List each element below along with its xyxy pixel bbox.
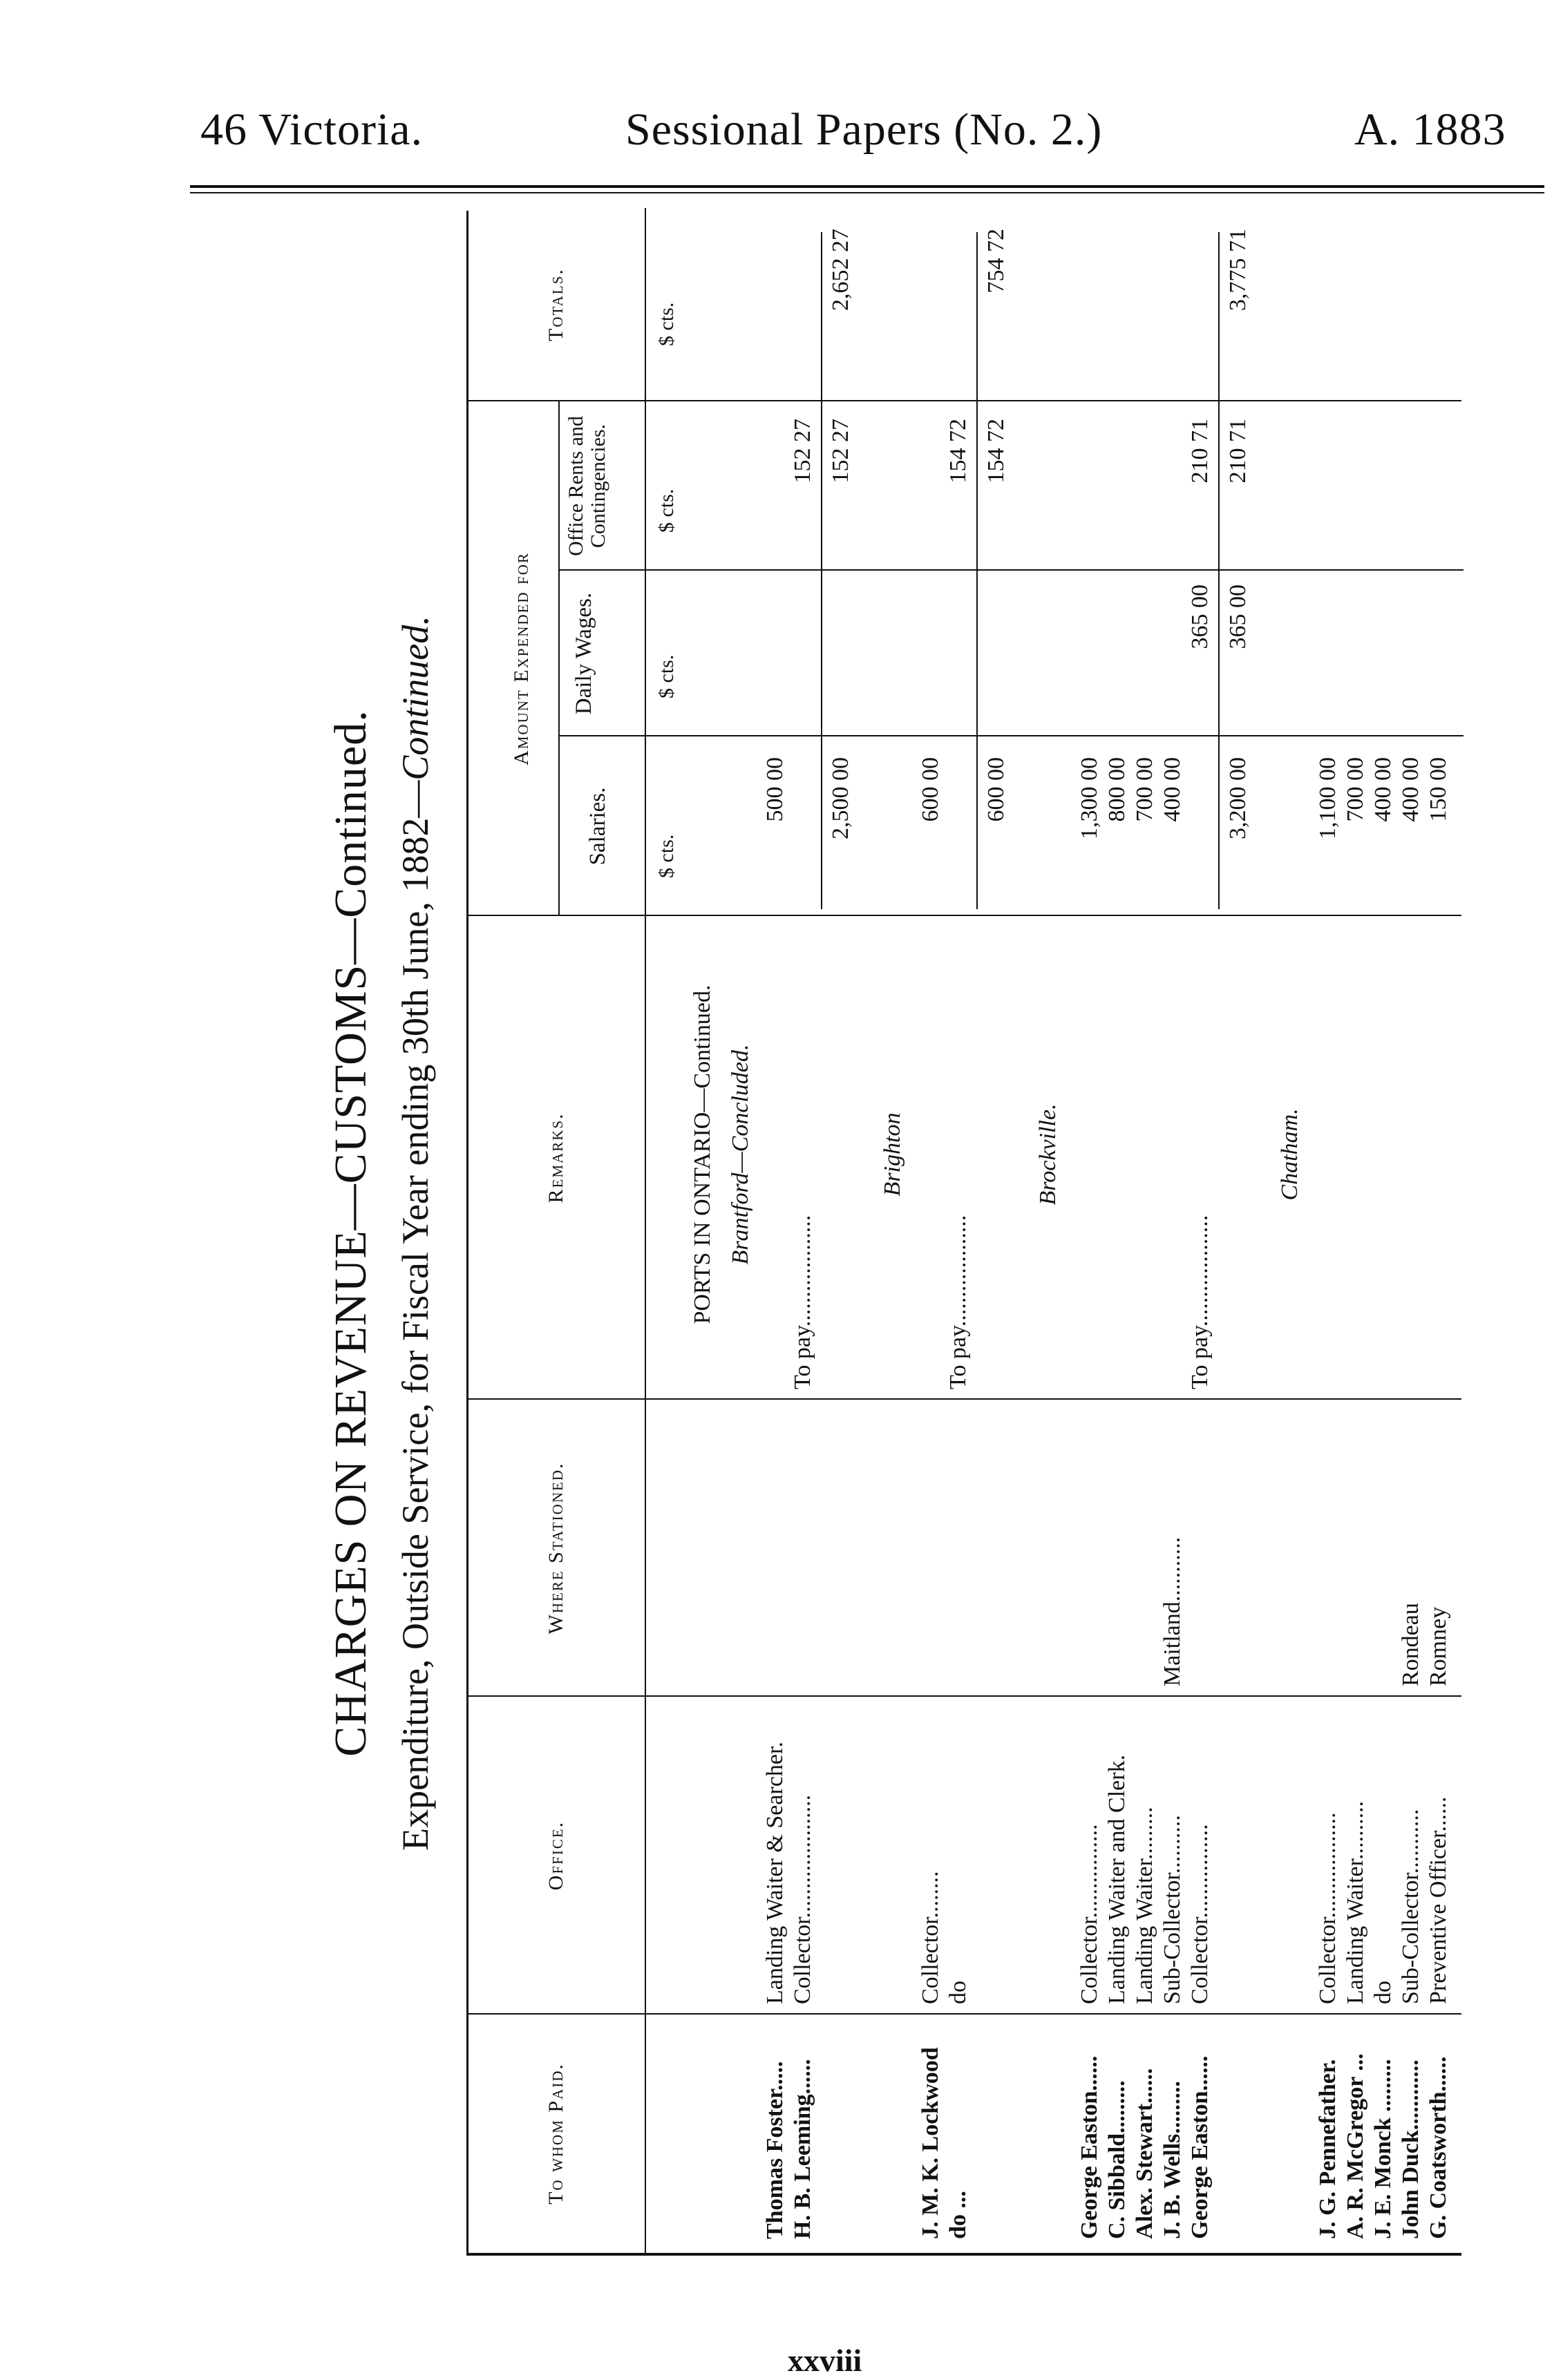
row-name: Alex. Stewart...... bbox=[1132, 2068, 1157, 2239]
row-salary: 400 00 bbox=[1370, 757, 1396, 822]
row-salary: 3,200 00 bbox=[1225, 757, 1251, 839]
row-wages: 365 00 bbox=[1187, 584, 1213, 649]
table-row bbox=[1343, 211, 1370, 2253]
header-rule bbox=[558, 401, 560, 916]
row-rents: 210 71 bbox=[1225, 419, 1251, 484]
table-row bbox=[1077, 211, 1104, 2253]
row-office: Landing Waiter and Clerk. bbox=[1104, 1754, 1130, 2004]
table-row bbox=[1370, 211, 1398, 2253]
col-head-where-stationed: Where Stationed. bbox=[544, 1462, 567, 1635]
row-office: Collector..................... bbox=[790, 1794, 815, 2004]
col-head-totals: Totals. bbox=[544, 268, 567, 341]
col-head-salaries: Salaries. bbox=[585, 787, 610, 866]
row-total: 3,775 71 bbox=[1225, 229, 1251, 311]
row-office: Collector................ bbox=[1187, 1824, 1213, 2004]
subtotal-rule bbox=[1218, 232, 1220, 909]
col-head-to-whom: To whom Paid. bbox=[544, 2063, 567, 2205]
row-salary: 150 00 bbox=[1425, 757, 1451, 822]
row-name: do ... bbox=[945, 2191, 971, 2239]
row-name: H. B. Leeming...... bbox=[790, 2059, 815, 2239]
row-office: do bbox=[1370, 1981, 1396, 2004]
row-wages: 365 00 bbox=[1225, 584, 1251, 649]
row-name: J. G. Pennefather. bbox=[1315, 2059, 1341, 2239]
col-head-remarks: Remarks. bbox=[544, 1112, 567, 1203]
row-name: G. Coatsworth...... bbox=[1425, 2056, 1451, 2239]
row-salary: 1,100 00 bbox=[1315, 757, 1341, 839]
page-folio: xxviii bbox=[788, 2343, 862, 2378]
row-office: Landing Waiter.......... bbox=[1343, 1800, 1368, 2004]
row-office: Sub-Collector.......... bbox=[1159, 1815, 1185, 2004]
col-head-daily-wages: Daily Wages. bbox=[571, 592, 596, 715]
row-salary: 700 00 bbox=[1343, 757, 1368, 822]
unit-rents: $ cts. bbox=[655, 488, 678, 533]
row-office: Preventive Officer...... bbox=[1425, 1796, 1451, 2004]
row-salary: 2,500 00 bbox=[828, 757, 853, 839]
row-total: 2,652 27 bbox=[828, 229, 853, 311]
row-name: J. E. Monck ......... bbox=[1370, 2059, 1396, 2239]
row-name: Thomas Foster..... bbox=[762, 2061, 788, 2239]
row-name: A. R. McGregor ... bbox=[1343, 2053, 1368, 2239]
header-rule bbox=[645, 208, 646, 2253]
subtitle-continued: Continued. bbox=[395, 616, 436, 781]
col-head-amount-expended: Amount Expended for bbox=[510, 552, 533, 765]
subtotal-row bbox=[983, 211, 1011, 2253]
col-head-office-rents: Office Rents and Contingencies. bbox=[565, 416, 609, 556]
page-subtitle bbox=[394, 183, 437, 2283]
row-office: Collector........ bbox=[918, 1871, 943, 2004]
row-rents: 152 27 bbox=[828, 419, 853, 484]
row-salary: 1,300 00 bbox=[1077, 757, 1102, 839]
row-name: J. B. Wells......... bbox=[1159, 2081, 1185, 2239]
unit-totals: $ cts. bbox=[655, 302, 678, 346]
row-remark: To pay................... bbox=[790, 1215, 815, 1389]
row-total: 754 72 bbox=[983, 229, 1009, 294]
table-row bbox=[1132, 211, 1159, 2253]
row-office: Landing Waiter......... bbox=[1132, 1807, 1157, 2004]
rotated-table-page bbox=[290, 183, 1479, 2283]
subtitle-main: Expenditure, Outside Service, for Fiscal Year ending 30th June, 1882— bbox=[395, 780, 436, 1851]
table-row bbox=[945, 211, 973, 2253]
row-rents: 152 27 bbox=[790, 419, 815, 484]
subtotal-row bbox=[1225, 211, 1253, 2253]
row-name: C. Sibbald......... bbox=[1104, 2080, 1130, 2239]
running-head-right: A. 1883 bbox=[1354, 104, 1506, 155]
row-salary: 400 00 bbox=[1398, 757, 1423, 822]
row-station: Rondeau bbox=[1398, 1603, 1423, 1686]
page-title: CHARGES ON REVENUE—CUSTOMS—Continued. bbox=[325, 710, 376, 1757]
table-row bbox=[918, 211, 945, 2253]
table-row bbox=[1187, 211, 1215, 2253]
row-salary: 800 00 bbox=[1104, 757, 1130, 822]
row-station: Maitland........... bbox=[1159, 1536, 1185, 1686]
subtotal-rule bbox=[821, 232, 822, 909]
row-salary: 700 00 bbox=[1132, 757, 1157, 822]
unit-wages: $ cts. bbox=[655, 654, 678, 698]
subtotal-rule bbox=[976, 232, 978, 909]
row-rents: 210 71 bbox=[1187, 419, 1213, 484]
row-office: Landing Waiter & Searcher. bbox=[762, 1742, 788, 2004]
running-head-center: Sessional Papers (No. 2.) bbox=[625, 104, 1103, 155]
running-head-left: 46 Victoria. bbox=[200, 104, 424, 155]
section-ports-in-ontario: PORTS IN ONTARIO—Continued. bbox=[690, 984, 715, 1324]
subtotal-row bbox=[828, 211, 855, 2253]
row-name: George Easton...... bbox=[1077, 2055, 1102, 2239]
col-head-office: Office. bbox=[544, 1820, 567, 1891]
row-rents: 154 72 bbox=[945, 419, 971, 484]
row-remark: To pay................... bbox=[1187, 1215, 1213, 1389]
table-row bbox=[1398, 211, 1425, 2253]
row-salary: 600 00 bbox=[983, 757, 1009, 822]
row-remark: To pay................... bbox=[945, 1215, 971, 1389]
row-salary: 600 00 bbox=[918, 757, 943, 822]
unit-salaries: $ cts. bbox=[655, 834, 678, 878]
section-brantford: Brantford—Concluded. bbox=[728, 1044, 753, 1265]
table-row bbox=[1425, 211, 1453, 2253]
table-row bbox=[1159, 211, 1187, 2253]
table-row bbox=[790, 211, 817, 2253]
row-name: John Duck............ bbox=[1398, 2059, 1423, 2239]
section-chatham: Chatham. bbox=[1277, 1108, 1302, 1201]
row-station: Romney bbox=[1425, 1606, 1451, 1686]
row-office: Sub-Collector........... bbox=[1398, 1809, 1423, 2004]
row-name: J. M. K. Lockwood bbox=[918, 2047, 943, 2239]
table-row bbox=[1104, 211, 1132, 2253]
row-salary: 400 00 bbox=[1159, 757, 1185, 822]
table-row bbox=[1315, 211, 1343, 2253]
row-name: George Easton...... bbox=[1187, 2055, 1213, 2239]
expenditure-table bbox=[466, 211, 1461, 2256]
section-brockville: Brockville. bbox=[1035, 1103, 1061, 1206]
row-office: do bbox=[945, 1981, 971, 2004]
row-office: Collector.................. bbox=[1315, 1812, 1341, 2004]
table-row bbox=[762, 211, 790, 2253]
row-salary: 500 00 bbox=[762, 757, 788, 822]
row-rents: 154 72 bbox=[983, 419, 1009, 484]
section-brighton: Brighton bbox=[880, 1112, 905, 1197]
row-office: Collector................ bbox=[1077, 1824, 1102, 2004]
